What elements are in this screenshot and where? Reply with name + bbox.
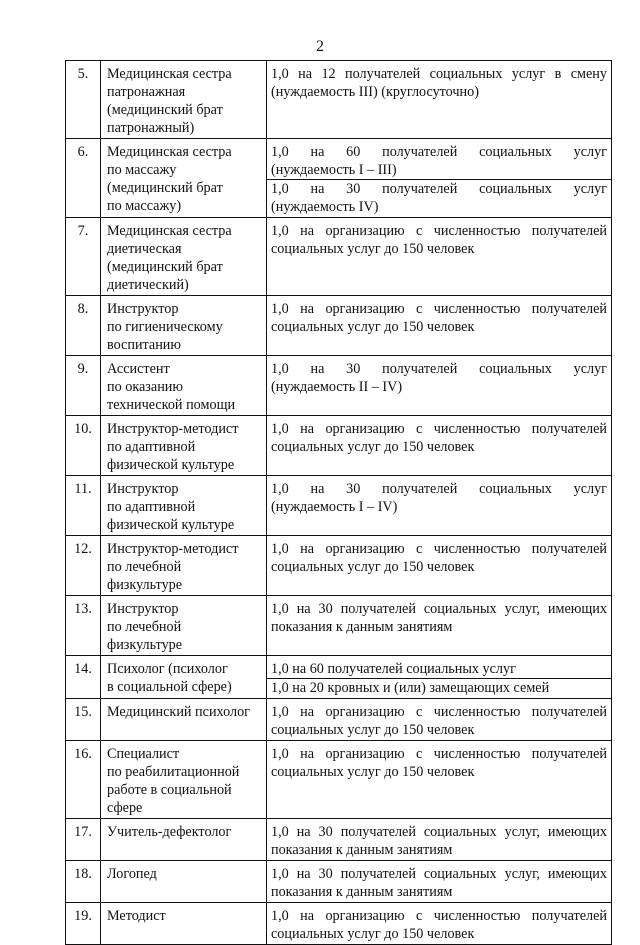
norm-line: 1,0 на 20 кровных и (или) замещающих семей	[271, 680, 550, 696]
norm-entry	[271, 745, 607, 781]
norm-entry	[271, 222, 607, 258]
norm-line: социальных услуг до 150 человек	[271, 764, 475, 780]
staffing-norm	[267, 356, 612, 416]
staffing-norm	[267, 536, 612, 596]
staffing-norms-table	[65, 60, 612, 945]
position-name-line: по лечебной	[107, 559, 182, 575]
norm-line: показания к данным занятиям	[271, 619, 453, 635]
staffing-norm	[267, 903, 612, 945]
position-name	[101, 218, 267, 296]
table-row	[66, 61, 612, 139]
staffing-norm	[267, 218, 612, 296]
position-name-line: Медицинская сестра	[107, 223, 232, 239]
norm-line: 1,0 на организацию с численностью получателей	[271, 746, 607, 762]
norm-entry	[271, 480, 607, 516]
norm-entry	[271, 907, 607, 943]
row-number: 11.	[66, 476, 101, 536]
norm-line: 1,0 на организацию с численностью получателей	[271, 704, 607, 720]
norm-line: социальных услуг до 150 человек	[271, 559, 475, 575]
norm-line: социальных услуг до 150 человек	[271, 319, 475, 335]
position-name-line: физической культуре	[107, 457, 235, 473]
row-number: 9.	[66, 356, 101, 416]
position-name	[101, 356, 267, 416]
position-name	[101, 819, 267, 861]
row-number: 18.	[66, 861, 101, 903]
norm-line: 1,0 на 12 получателей социальных услуг в смену	[271, 66, 607, 82]
norm-line: социальных услуг до 150 человек	[271, 926, 475, 942]
row-number: 8.	[66, 296, 101, 356]
norm-line: 1,0 на организацию с численностью получателей	[271, 421, 607, 437]
position-name-line: по массажу	[107, 162, 177, 178]
norm-line: 1,0 на 30 получателей социальных услуг	[271, 181, 607, 197]
row-number: 17.	[66, 819, 101, 861]
row-number: 19.	[66, 903, 101, 945]
norm-entry	[271, 660, 607, 678]
row-number: 10.	[66, 416, 101, 476]
staffing-norm	[267, 861, 612, 903]
norm-line: 1,0 на 30 получателей социальных услуг	[271, 481, 607, 497]
norm-entry	[271, 865, 607, 901]
position-name-line: Ассистент	[107, 361, 170, 377]
position-name-line: Инструктор	[107, 601, 179, 617]
position-name-line: (медицинский брат	[107, 102, 223, 118]
row-number: 16.	[66, 741, 101, 819]
table-row	[66, 476, 612, 536]
position-name-line: физкультуре	[107, 577, 183, 593]
norm-entry	[271, 600, 607, 636]
norm-entry	[271, 300, 607, 336]
norm-line: показания к данным занятиям	[271, 884, 453, 900]
position-name-line: (медицинский брат	[107, 259, 223, 275]
row-number: 12.	[66, 536, 101, 596]
position-name	[101, 699, 267, 741]
position-name-line: по массажу)	[107, 198, 182, 214]
row-number: 15.	[66, 699, 101, 741]
table-row	[66, 416, 612, 476]
position-name-line: воспитанию	[107, 337, 181, 353]
norm-entry	[271, 420, 607, 456]
row-number: 5.	[66, 61, 101, 139]
table-row	[66, 903, 612, 945]
position-name-line: Медицинская сестра	[107, 66, 232, 82]
position-name-line: диетическая	[107, 241, 182, 257]
position-name	[101, 596, 267, 656]
table-row	[66, 139, 612, 218]
norm-entry	[267, 179, 611, 216]
staffing-norm	[267, 741, 612, 819]
norm-line: социальных услуг до 150 человек	[271, 241, 475, 257]
position-name-line: Инструктор-методист	[107, 541, 239, 557]
staffing-norm	[267, 656, 612, 699]
position-name-line: патронажный)	[107, 120, 195, 136]
position-name-line: Медицинский психолог	[107, 704, 250, 720]
position-name	[101, 656, 267, 699]
position-name-line: Инструктор	[107, 481, 179, 497]
position-name-line: по гигиеническому	[107, 319, 223, 335]
norm-line: (нуждаемость I – IV)	[271, 499, 398, 515]
staffing-norm	[267, 296, 612, 356]
position-name	[101, 536, 267, 596]
position-name	[101, 741, 267, 819]
norm-line: социальных услуг до 150 человек	[271, 722, 475, 738]
position-name-line: физической культуре	[107, 517, 235, 533]
norm-entry	[271, 65, 607, 101]
position-name-line: Медицинская сестра	[107, 144, 232, 160]
norm-line: 1,0 на 30 получателей социальных услуг, имеющих	[271, 866, 607, 882]
table-row	[66, 819, 612, 861]
position-name-line: по реабилитационной	[107, 764, 240, 780]
norm-entry	[267, 678, 611, 697]
table-row	[66, 596, 612, 656]
norm-entry	[271, 703, 607, 739]
position-name-line: по адаптивной	[107, 499, 196, 515]
position-name	[101, 903, 267, 945]
norm-line: (нуждаемость I – III)	[271, 162, 397, 178]
table-row	[66, 741, 612, 819]
norm-line: 1,0 на 30 получателей социальных услуг, имеющих	[271, 824, 607, 840]
table-row	[66, 861, 612, 903]
staffing-norm	[267, 416, 612, 476]
row-number: 6.	[66, 139, 101, 218]
norm-line: (нуждаемость III) (круглосуточно)	[271, 84, 479, 100]
table-row	[66, 656, 612, 699]
page-number: 2	[316, 38, 324, 55]
norm-line: 1,0 на организацию с численностью получателей	[271, 301, 607, 317]
position-name-line: технической помощи	[107, 397, 236, 413]
norm-entry	[271, 360, 607, 396]
norm-line: 1,0 на 30 получателей социальных услуг, имеющих	[271, 601, 607, 617]
table-row	[66, 356, 612, 416]
norm-entry	[271, 823, 607, 859]
position-name-line: работе в социальной	[107, 782, 232, 798]
staffing-norm	[267, 699, 612, 741]
position-name	[101, 861, 267, 903]
row-number: 14.	[66, 656, 101, 699]
row-number: 13.	[66, 596, 101, 656]
position-name	[101, 416, 267, 476]
table-row	[66, 296, 612, 356]
norm-line: показания к данным занятиям	[271, 842, 453, 858]
norm-line: 1,0 на 60 получателей социальных услуг	[271, 144, 607, 160]
norm-line: 1,0 на 60 получателей социальных услуг	[271, 661, 516, 677]
position-name-line: патронажная	[107, 84, 186, 100]
position-name-line: Инструктор	[107, 301, 179, 317]
position-name-line: Специалист	[107, 746, 180, 762]
norm-line: (нуждаемость IV)	[271, 199, 379, 215]
staffing-norm	[267, 61, 612, 139]
staffing-norm	[267, 139, 612, 218]
position-name-line: в социальной сфере)	[107, 679, 232, 695]
staffing-norm	[267, 819, 612, 861]
position-name	[101, 61, 267, 139]
position-name-line: по оказанию	[107, 379, 183, 395]
staffing-norm	[267, 596, 612, 656]
norm-entry	[271, 143, 607, 179]
position-name-line: Инструктор-методист	[107, 421, 239, 437]
position-name-line: Логопед	[107, 866, 157, 882]
staffing-norm	[267, 476, 612, 536]
norm-line: 1,0 на 30 получателей социальных услуг	[271, 361, 607, 377]
table-row	[66, 218, 612, 296]
position-name	[101, 476, 267, 536]
norm-line: 1,0 на организацию с численностью получателей	[271, 541, 607, 557]
position-name-line: диетический)	[107, 277, 189, 293]
table-row	[66, 536, 612, 596]
position-name-line: Учитель-дефектолог	[107, 824, 232, 840]
norm-line: (нуждаемость II – IV)	[271, 379, 403, 395]
norm-entry	[271, 540, 607, 576]
norm-line: 1,0 на организацию с численностью получателей	[271, 223, 607, 239]
position-name	[101, 139, 267, 218]
position-name-line: Психолог (психолог	[107, 661, 228, 677]
table-row	[66, 699, 612, 741]
norm-line: социальных услуг до 150 человек	[271, 439, 475, 455]
row-number: 7.	[66, 218, 101, 296]
position-name-line: по адаптивной	[107, 439, 196, 455]
position-name	[101, 296, 267, 356]
position-name-line: сфере	[107, 800, 143, 816]
position-name-line: по лечебной	[107, 619, 182, 635]
norm-line: 1,0 на организацию с численностью получателей	[271, 908, 607, 924]
position-name-line: Методист	[107, 908, 166, 924]
position-name-line: физкультуре	[107, 637, 183, 653]
position-name-line: (медицинский брат	[107, 180, 223, 196]
